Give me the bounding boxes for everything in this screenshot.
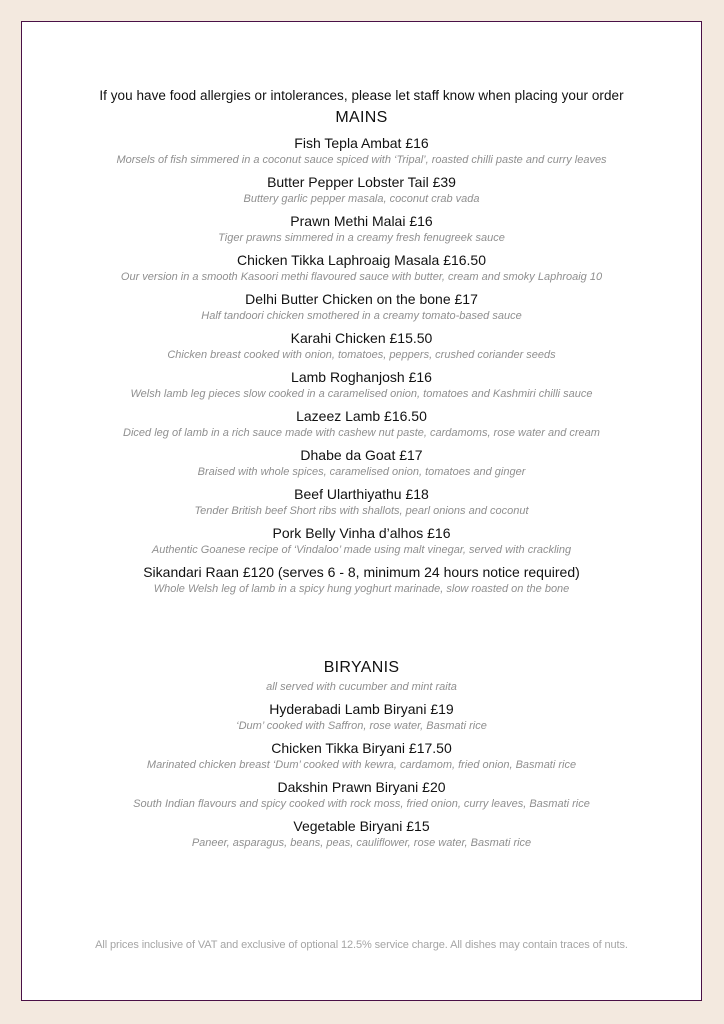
menu-item: [22, 524, 701, 557]
dish-description: Marinated chicken breast ‘Dum’ cooked with kewra, cardamom, fried onion, Basmati rice: [146, 759, 577, 771]
dish-name: Fish Tepla Ambat £16: [294, 135, 429, 151]
menu-item: [22, 446, 701, 479]
mains-section: [22, 108, 701, 596]
dish-description: Half tandoori chicken smothered in a creamy tomato-based sauce: [201, 310, 522, 322]
biryanis-subtitle: all served with cucumber and mint raita: [266, 681, 457, 693]
dish-name: Dakshin Prawn Biryani £20: [277, 779, 446, 795]
dish-name: Hyderabadi Lamb Biryani £19: [269, 701, 454, 717]
dish-description: Our version in a smooth Kasoori methi flavoured sauce with butter, cream and smoky Laphroaig 10: [120, 271, 603, 283]
menu-item: [22, 368, 701, 401]
dish-name: Sikandari Raan £120 (serves 6 - 8, minimum 24 hours notice required): [143, 564, 580, 580]
menu-item: [22, 817, 701, 850]
dish-description: Welsh lamb leg pieces slow cooked in a caramelised onion, tomatoes and Kashmiri chilli sauce: [130, 388, 593, 400]
menu-item: [22, 212, 701, 245]
menu-item: [22, 778, 701, 811]
dish-name: Vegetable Biryani £15: [293, 818, 430, 834]
menu-item: [22, 329, 701, 362]
dish-description: Whole Welsh leg of lamb in a spicy hung yoghurt marinade, slow roasted on the bone: [153, 583, 570, 595]
dish-description: Diced leg of lamb in a rich sauce made with cashew nut paste, cardamoms, rose water and cream: [123, 427, 600, 439]
biryanis-heading: BIRYANIS: [323, 659, 400, 676]
dish-description: Paneer, asparagus, beans, peas, cauliflower, rose water, Basmati rice: [191, 837, 532, 849]
pricing-disclaimer: All prices inclusive of VAT and exclusive of optional 12.5% service charge. All dishes may contain traces of nuts.: [95, 939, 628, 951]
dish-description: South Indian flavours and spicy cooked with rock moss, fried onion, curry leaves, Basmati rice: [133, 798, 590, 810]
menu-item: [22, 251, 701, 284]
dish-description: Braised with whole spices, caramelised onion, tomatoes and ginger: [197, 466, 526, 478]
menu-item: [22, 134, 701, 167]
dish-name: Butter Pepper Lobster Tail £39: [267, 174, 456, 190]
dish-description: Tiger prawns simmered in a creamy fresh fenugreek sauce: [218, 232, 505, 244]
allergy-notice: If you have food allergies or intolerances, please let staff know when placing your order: [99, 88, 624, 103]
dish-description: Buttery garlic pepper masala, coconut crab vada: [243, 193, 480, 205]
dish-name: Dhabe da Goat £17: [300, 447, 423, 463]
dish-name: Chicken Tikka Laphroaig Masala £16.50: [236, 252, 487, 268]
menu-item: [22, 407, 701, 440]
dish-name: Karahi Chicken £15.50: [290, 330, 433, 346]
mains-heading: MAINS: [335, 109, 388, 126]
dish-name: Chicken Tikka Biryani £17.50: [271, 740, 452, 756]
dish-name: Prawn Methi Malai £16: [290, 213, 433, 229]
dish-description: ‘Dum’ cooked with Saffron, rose water, Basmati rice: [236, 720, 487, 732]
dish-name: Pork Belly Vinha d’alhos £16: [272, 525, 451, 541]
dish-description: Morsels of fish simmered in a coconut sauce spiced with ‘Tripal’, roasted chilli paste and curry leaves: [116, 154, 607, 166]
dish-name: Lamb Roghanjosh £16: [291, 369, 432, 385]
dish-name: Delhi Butter Chicken on the bone £17: [245, 291, 478, 307]
dish-name: Lazeez Lamb £16.50: [296, 408, 427, 424]
dish-description: Authentic Goanese recipe of ‘Vindaloo’ made using malt vinegar, served with crackling: [151, 544, 572, 556]
menu-item: [22, 700, 701, 733]
biryanis-section: [22, 658, 701, 850]
dish-description: Chicken breast cooked with onion, tomatoes, peppers, crushed coriander seeds: [167, 349, 556, 361]
menu-item: [22, 563, 701, 596]
menu-item: [22, 739, 701, 772]
menu-page: [21, 21, 702, 1001]
menu-item: [22, 290, 701, 323]
menu-item: [22, 485, 701, 518]
menu-item: [22, 173, 701, 206]
dish-description: Tender British beef Short ribs with shallots, pearl onions and coconut: [194, 505, 529, 517]
dish-name: Beef Ularthiyathu £18: [294, 486, 429, 502]
